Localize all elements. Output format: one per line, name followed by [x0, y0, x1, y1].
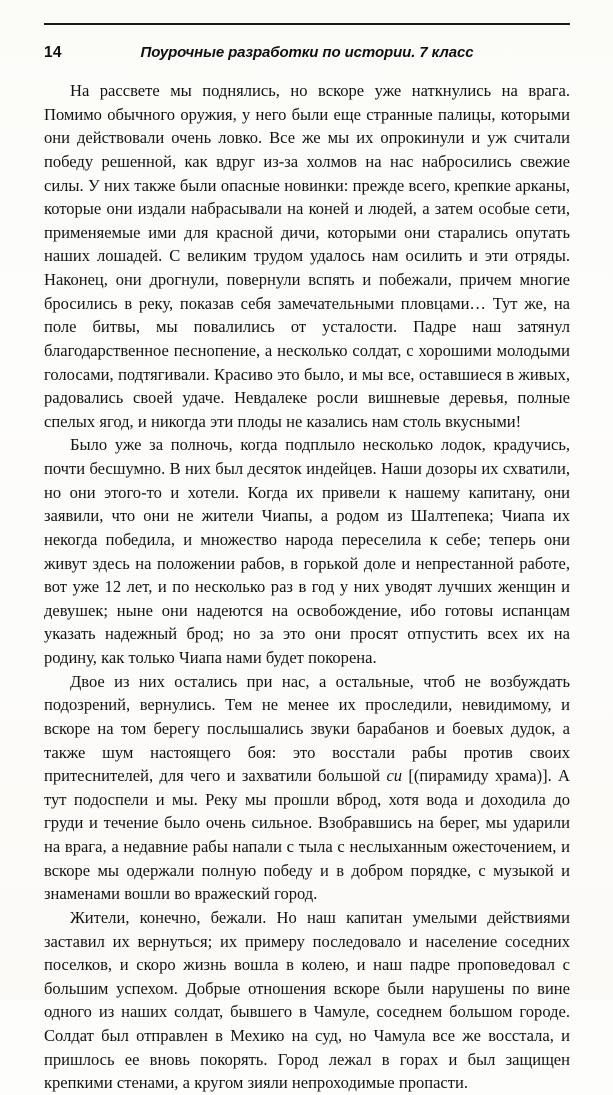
page-content-column [44, 0, 570, 1093]
header-divider-rule [44, 23, 570, 25]
paragraph-3: Двое из них остались при нас, а остальные, чтоб не возбуждать подозрений, вернулись. Тем не менее их проследили, невидимому, и вскоре на том берегу послышались звуки барабанов и боевых дудок, а также шум настоящего боя: это восстали рабы против своих притеснителей, для чего и захватили большой си [(пирамиду храма)]. А тут подоспели и мы. Реку мы прошли вброд, хотя вода и доходила до груди и течение было очень сильное. Взобравшись на берег, мы ударили на врага, а недавние рабы напали с тыла с неслыханным ожесточением, и вскоре мы одержали полную победу и в добром порядке, с музыкой и знаменами вошли во вражеский город. [44, 671, 570, 904]
paragraph-4: Жители, конечно, бежали. Но наш капитан умелыми действиями заставил их вернуться; их примеру последовало и население соседних поселков, и скоро жизнь вошла в колею, и наш падре проповедовал с большим успехом. Добрые отношения вскоре были нарушены по вине одного из наших солдат, бывшего в Чамуле, соседнем большом городе. Солдат был отправлен в Мехико на суд, но Чамула все же восстала, и пришлось ее вновь покорять. Город лежал в горах и был защищен крепкими стенами, а кругом зияли непроходимые пропасти. [44, 907, 570, 1093]
page-number: 14 [44, 44, 62, 61]
running-head-title: Поурочные разработки по истории. 7 класс [140, 44, 474, 61]
italic-term: си [386, 766, 403, 786]
body-text-block [44, 79, 570, 1095]
running-head [44, 43, 570, 65]
paragraph-1: На рассвете мы поднялись, но вскоре уже наткнулись на врага. Помимо обычного оружия, у него были еще странные палицы, которыми они действовали очень ловко. Все же мы их опрокинули и уж считали победу решенной, как вдруг из-за холмов на нас набросились свежие силы. У них также были опасные новинки: прежде всего, крепкие арканы, которые они издали набрасывали на коней и людей, а затем особые сети, применяемые ими для красной дичи, которыми они старались опутать наших лошадей. С великим трудом удалось нам осилить и эти отряды. Наконец, они дрогнули, повернули вспять и побежали, причем многие бросились в реку, показав себя замечательными пловцами… Тут же, на поле битвы, мы повалились от усталости. Падре наш затянул благодарственное песнопение, а несколько солдат, с хорошими молодыми голосами, подтягивали. Красиво это было, и мы все, оставшиеся в живых, радовались своей удаче. Невдалеке росли вишневые деревья, полные спелых ягод, и никогда эти плоды не казались нам столь вкусными! [44, 81, 570, 431]
paragraph-2: Было уже за полночь, когда подплыло несколько лодок, крадучись, почти бесшумно. В них был десяток индейцев. Наши дозоры их схватили, но они этого-то и хотели. Когда их привели к нашему капитану, они заявили, что они не жители Чиапы, а родом из Шалтепека; Чиапа их некогда победила, и множество народа переселила к себе; теперь они живут здесь на положении рабов, в горькой доле и непрестанной работе, вот уже 12 лет, и по несколько раз в год у них уводят лучших женщин и девушек; ныне они надеются на освобождение, ибо готовы испанцам указать надежный брод; но за это они просят отпустить всех их на родину, как только Чиапа нами будет покорена. [44, 435, 570, 667]
